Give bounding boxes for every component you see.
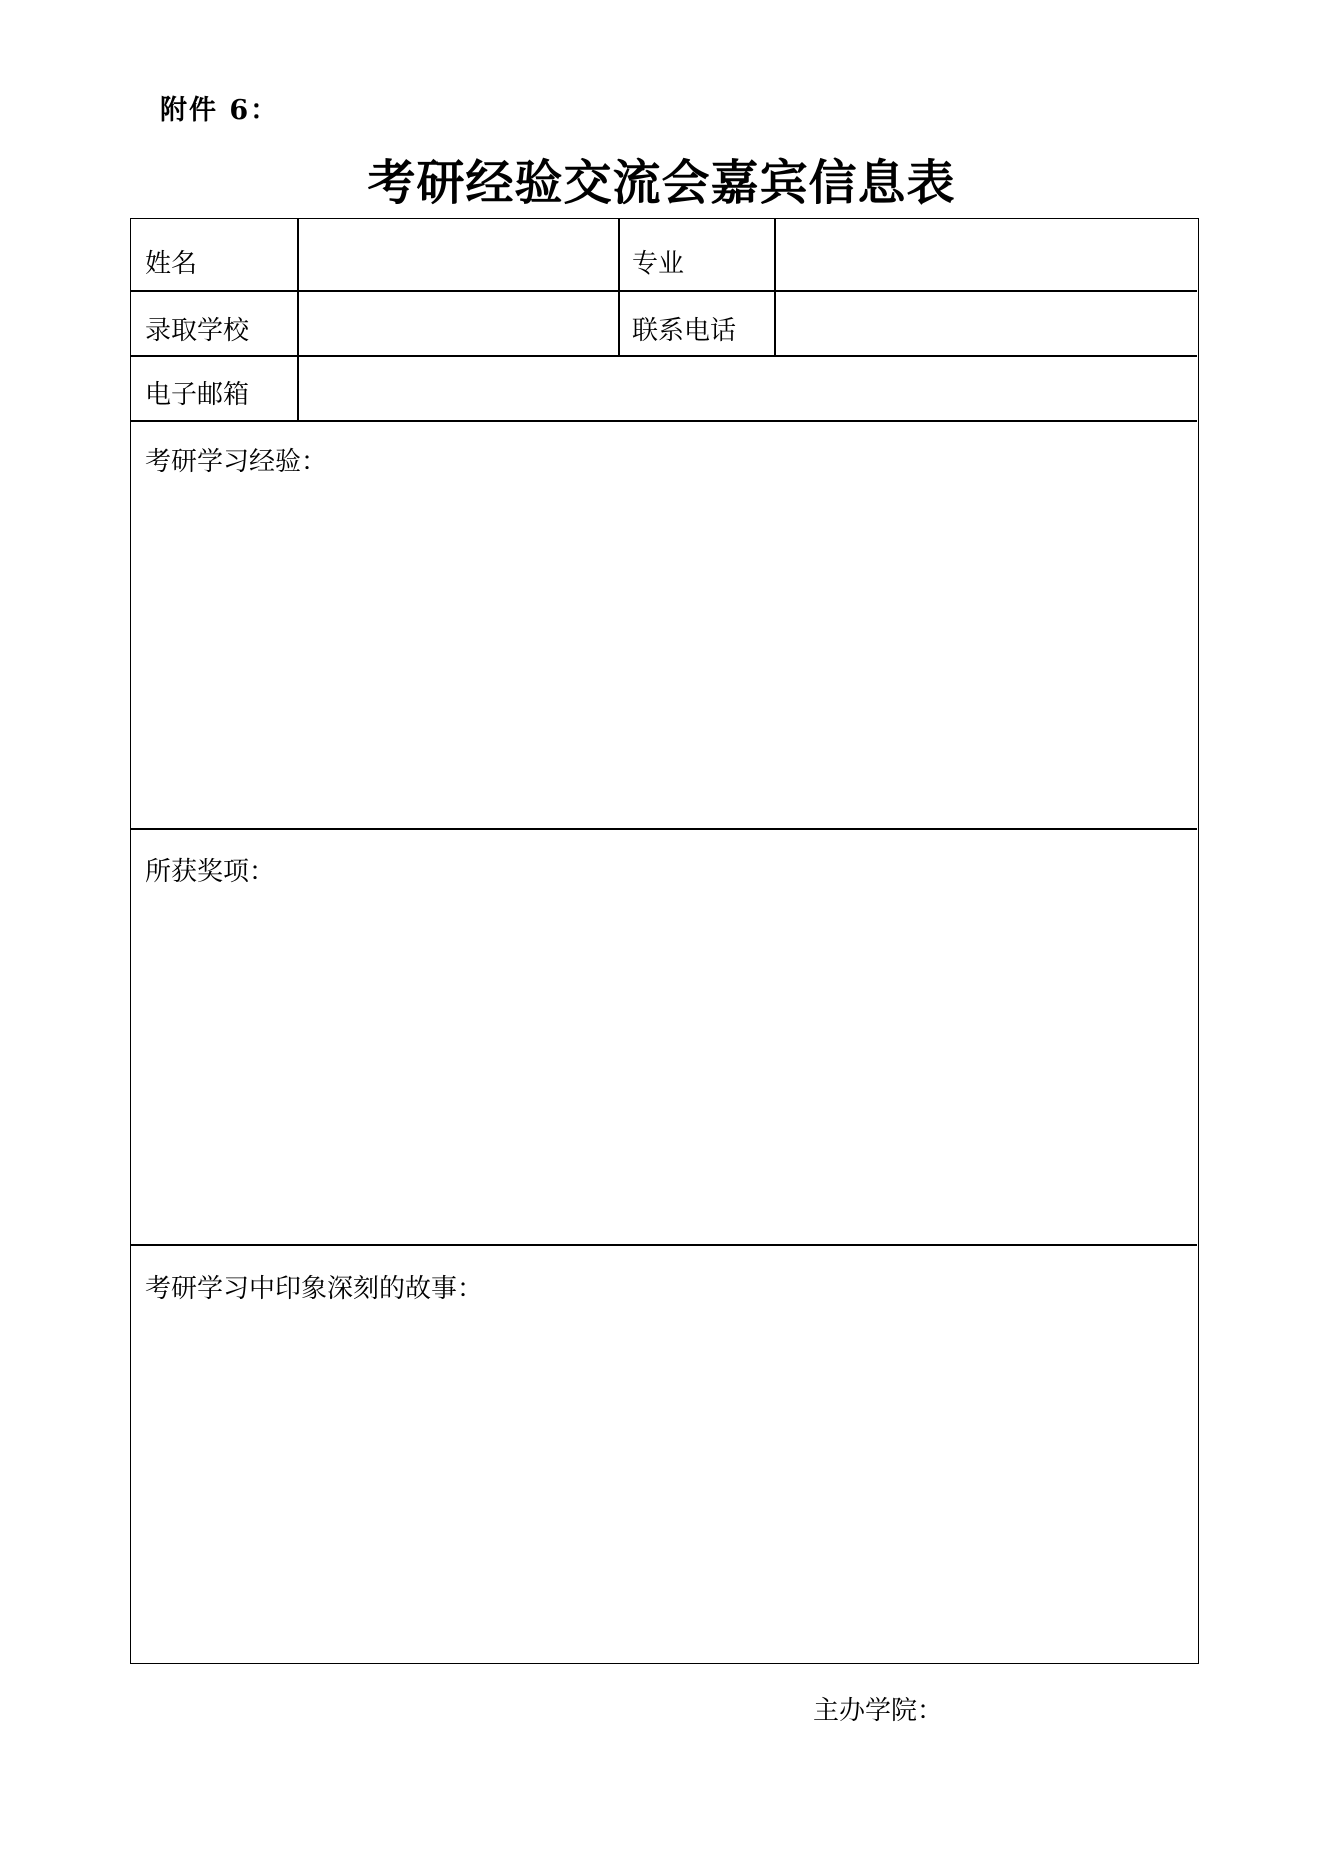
major-field[interactable] [776,219,1196,289]
experience-field[interactable] [133,489,1196,825]
row-divider [131,1244,1197,1246]
column-divider [618,219,620,356]
story-label: 考研学习中印象深刻的故事： [145,1274,484,1304]
phone-label: 联系电话 [632,316,737,346]
name-field[interactable] [299,219,617,289]
school-label: 录取学校 [145,316,250,346]
email-field[interactable] [299,357,1196,419]
email-label: 电子邮箱 [145,380,250,410]
name-label: 姓名 [145,249,198,279]
awards-field[interactable] [133,899,1196,1241]
school-field[interactable] [299,292,617,354]
awards-label: 所获奖项： [145,857,276,887]
story-field[interactable] [133,1316,1196,1661]
document-title: 考研经验交流会嘉宾信息表 [367,155,956,211]
phone-field[interactable] [776,292,1196,354]
row-divider [131,420,1197,422]
row-divider [131,828,1197,830]
experience-label: 考研学习经验： [145,447,328,477]
guest-info-form [130,218,1199,1664]
major-label: 专业 [632,249,685,279]
attachment-label: 附件 6： [160,95,280,126]
organizer-label: 主办学院： [813,1696,944,1726]
